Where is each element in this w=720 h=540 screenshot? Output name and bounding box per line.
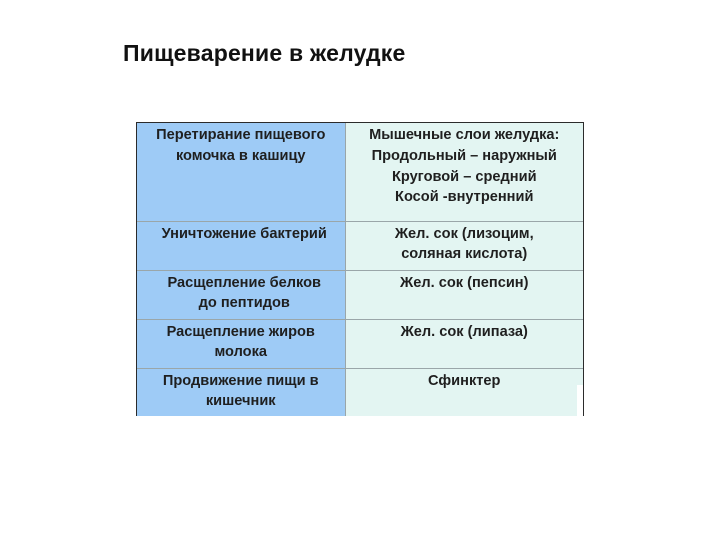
- mechanism-text-line: Продольный – наружный: [371, 147, 557, 164]
- mechanism-cell: [345, 270, 583, 319]
- table-row: [137, 123, 583, 221]
- table-row: [137, 368, 583, 416]
- function-cell: [137, 368, 345, 416]
- mechanism-text-line: Мышечные слои желудка:: [369, 127, 560, 143]
- function-text-line: Уничтожение бактерий: [161, 225, 327, 242]
- mechanism-text-line: Сфинктер: [428, 372, 501, 389]
- function-text-line: до пептидов: [198, 295, 290, 312]
- slide-title: Пищеварение в желудке: [123, 40, 406, 66]
- mechanism-text-line: Жел. сок (пепсин): [400, 274, 529, 291]
- function-text-line: Перетирание пищевого: [156, 127, 326, 143]
- mechanism-cell: [345, 221, 583, 270]
- table-edge-mask: [577, 385, 583, 416]
- function-text-line: молока: [214, 344, 268, 361]
- function-cell: [137, 270, 345, 319]
- function-text-line: Расщепление жиров: [166, 323, 315, 340]
- function-cell: [137, 319, 345, 368]
- mechanism-cell: [345, 123, 583, 221]
- function-text-line: Расщепление белков: [167, 274, 322, 291]
- table-row: [137, 221, 583, 270]
- mechanism-text-line: Жел. сок (лизоцим,: [394, 225, 534, 242]
- table-row: [137, 270, 583, 319]
- function-cell: [137, 221, 345, 270]
- mechanism-text-line: Косой -внутренний: [395, 189, 534, 206]
- mechanism-text-line: Круговой – средний: [391, 168, 537, 185]
- function-text-line: Продвижение пищи в: [162, 372, 319, 389]
- mechanism-text-line: Жел. сок (липаза): [400, 323, 528, 340]
- function-text-line: кишечник: [205, 393, 276, 410]
- digestion-table-grid: [137, 123, 583, 416]
- digestion-table: [136, 122, 584, 416]
- table-row: [137, 319, 583, 368]
- mechanism-cell: [345, 319, 583, 368]
- mechanism-text-line: соляная кислота): [401, 246, 528, 263]
- mechanism-cell: [345, 368, 583, 416]
- function-cell: [137, 123, 345, 221]
- function-text-line: комочка в кашицу: [175, 147, 306, 164]
